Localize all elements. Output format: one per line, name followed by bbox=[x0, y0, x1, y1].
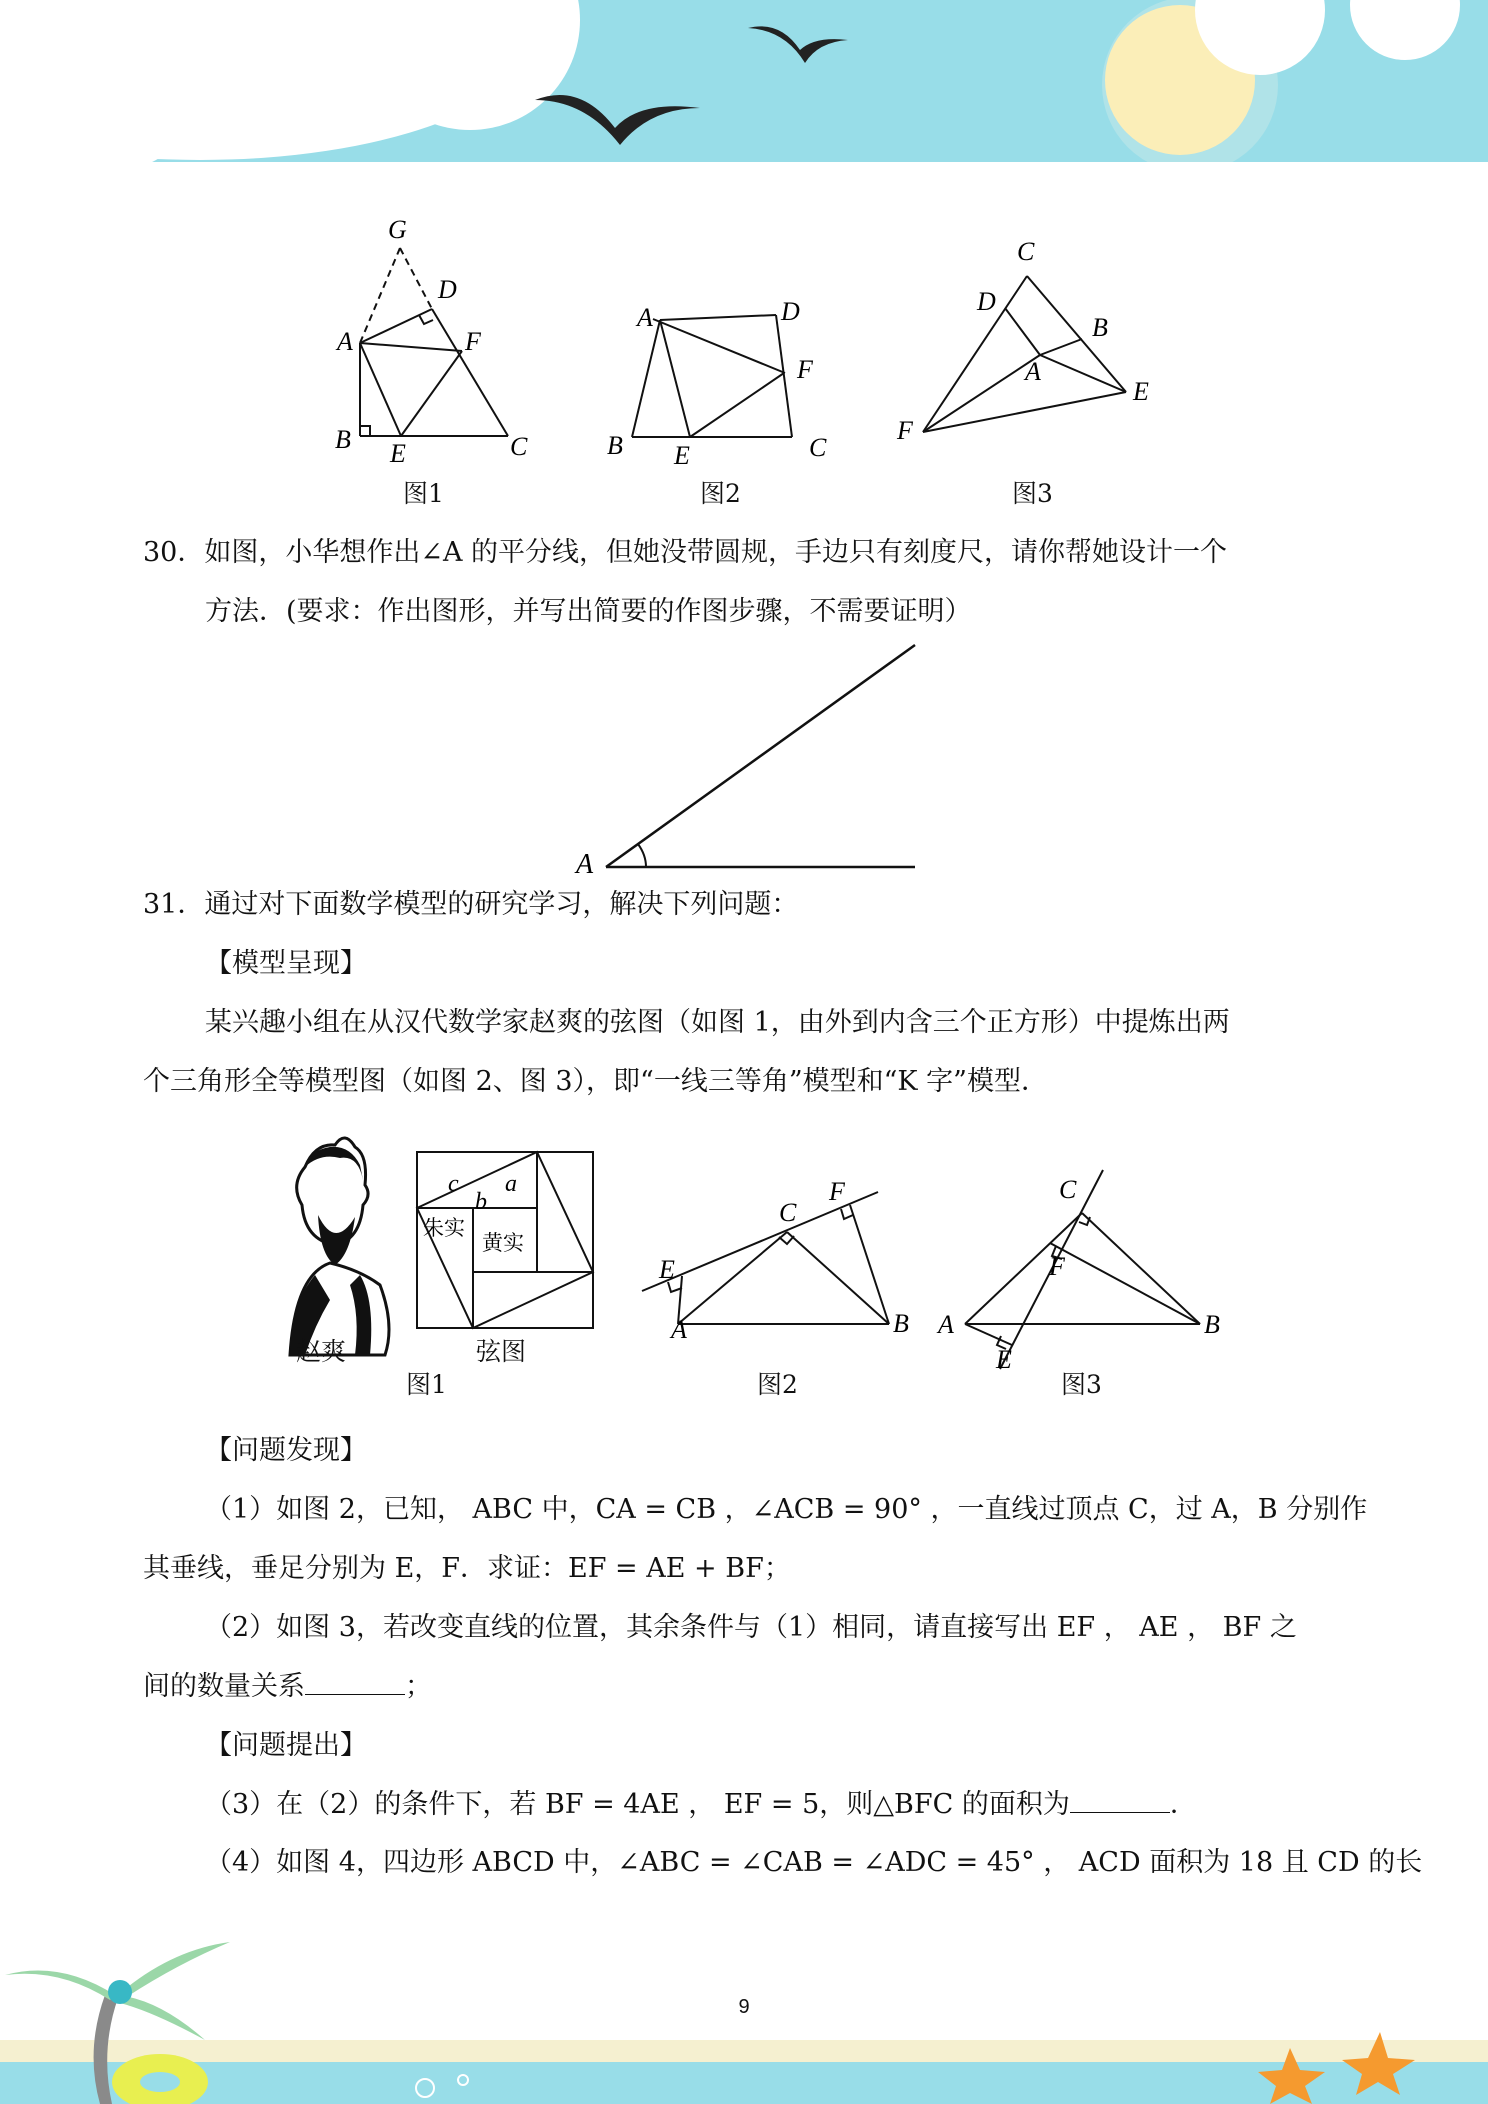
part4-line: （4）如图 4，四边形 ABCD 中，∠ABC = ∠CAB = ∠ADC = 45° ， ACD 面积为 18 且 CD 的长 bbox=[205, 1847, 1423, 1878]
label-A: A bbox=[1025, 357, 1041, 386]
svg-text:F: F bbox=[1049, 1252, 1065, 1281]
svg-text:b: b bbox=[475, 1189, 487, 1215]
part3-line bbox=[205, 1785, 1197, 1825]
label-D: D bbox=[977, 287, 996, 316]
model-paragraph-line-1: 某兴趣小组在从汉代数学家赵爽的弦图（如图 1，由外到内含三个正方形）中提炼出两 bbox=[205, 1007, 1230, 1038]
angle-label: A bbox=[576, 849, 594, 880]
figure-2-quadrilateral bbox=[632, 315, 792, 437]
label-B: B bbox=[335, 425, 351, 454]
svg-text:B: B bbox=[1204, 1310, 1220, 1339]
q31-caption-2: 图2 bbox=[757, 1370, 798, 1399]
header-decoration bbox=[0, 0, 1488, 170]
label-D: D bbox=[438, 275, 457, 304]
label-D: D bbox=[781, 297, 800, 326]
part1-line-2: 其垂线，垂足分别为 E，F．求证：EF = AE + BF； bbox=[143, 1553, 791, 1584]
figure-2-one-line-three-angles bbox=[642, 1192, 889, 1324]
svg-text:c: c bbox=[448, 1171, 459, 1197]
part3-text: （3）在（2）的条件下，若 BF = 4AE ， EF = 5，则△BFC 的面积为 bbox=[205, 1789, 1070, 1820]
part1-line-1: （1）如图 2，已知， ABC 中，CA = CB ，∠ACB = 90° ，一直线过顶点 C，过 A，B 分别作 bbox=[205, 1494, 1368, 1525]
svg-text:a: a bbox=[505, 1171, 517, 1197]
q30-line-2: 方法．(要求：作出图形，并写出简要的作图步骤，不需要证明） bbox=[205, 596, 972, 627]
q31-figures bbox=[260, 1125, 1260, 1375]
svg-text:A: A bbox=[938, 1310, 954, 1339]
label-C: C bbox=[510, 432, 528, 461]
top-geometry-figures bbox=[330, 220, 1190, 470]
figure-3-k-shape bbox=[965, 1170, 1200, 1369]
part3-end: ． bbox=[1169, 1789, 1197, 1820]
section-raise: 【问题提出】 bbox=[205, 1730, 367, 1761]
figure-1-square-triangle bbox=[360, 248, 508, 436]
part2-line-2 bbox=[143, 1667, 432, 1707]
part2-line-2-end: ； bbox=[405, 1671, 432, 1702]
label-C: C bbox=[1017, 237, 1035, 266]
svg-text:C: C bbox=[779, 1198, 797, 1227]
q31-caption-1: 图1 bbox=[406, 1370, 447, 1399]
label-F: F bbox=[797, 355, 813, 384]
svg-text:E: E bbox=[659, 1255, 675, 1284]
section-discover: 【问题发现】 bbox=[205, 1435, 367, 1466]
svg-text:C: C bbox=[1059, 1175, 1077, 1204]
answer-blank-3[interactable] bbox=[1070, 1786, 1170, 1813]
part2-line-1: （2）如图 3，若改变直线的位置，其余条件与（1）相同，请直接写出 EF ， AE ， BF 之 bbox=[205, 1612, 1297, 1643]
footer-decoration bbox=[0, 1900, 1488, 2104]
model-paragraph-line-2: 个三角形全等模型图（如图 2、图 3），即“一线三等角”模型和“K 字”模型． bbox=[143, 1066, 1048, 1097]
label-E: E bbox=[1133, 377, 1149, 406]
q31-caption-3: 图3 bbox=[1061, 1370, 1102, 1399]
label-G: G bbox=[388, 220, 407, 244]
label-C: C bbox=[809, 433, 827, 462]
page-number: 9 bbox=[738, 1996, 750, 2018]
label-A: A bbox=[337, 327, 353, 356]
label-F: F bbox=[897, 416, 913, 445]
top-caption-2: 图2 bbox=[700, 479, 741, 508]
huangshi-label: 黄实 bbox=[482, 1231, 524, 1255]
xiantu-label: 弦图 bbox=[476, 1337, 527, 1366]
figure-3-triangles bbox=[923, 276, 1126, 432]
svg-text:A: A bbox=[671, 1315, 687, 1344]
answer-blank-2[interactable] bbox=[305, 1668, 405, 1695]
top-caption-1: 图1 bbox=[403, 479, 444, 508]
label-F: F bbox=[465, 327, 481, 356]
svg-text:F: F bbox=[829, 1177, 845, 1206]
portrait-label: 赵爽 bbox=[296, 1337, 347, 1366]
section-model: 【模型呈现】 bbox=[205, 948, 367, 979]
label-A: A bbox=[637, 303, 653, 332]
zhao-shuang-portrait-icon bbox=[290, 1138, 389, 1355]
part2-line-2-text: 间的数量关系 bbox=[143, 1671, 305, 1702]
label-B: B bbox=[607, 431, 623, 460]
svg-text:E: E bbox=[996, 1345, 1012, 1374]
label-B: B bbox=[1092, 313, 1108, 342]
label-E: E bbox=[674, 441, 690, 470]
svg-text:B: B bbox=[893, 1309, 909, 1338]
top-caption-3: 图3 bbox=[1012, 479, 1053, 508]
zhushi-label: 朱实 bbox=[423, 1216, 465, 1240]
angle-a-figure bbox=[570, 635, 930, 885]
label-E: E bbox=[390, 439, 406, 468]
q31-intro: 31．通过对下面数学模型的研究学习，解决下列问题： bbox=[143, 889, 799, 920]
q30-line-1: 30．如图，小华想作出∠A 的平分线，但她没带圆规，手边只有刻度尺，请你帮她设计一个 bbox=[143, 537, 1228, 568]
